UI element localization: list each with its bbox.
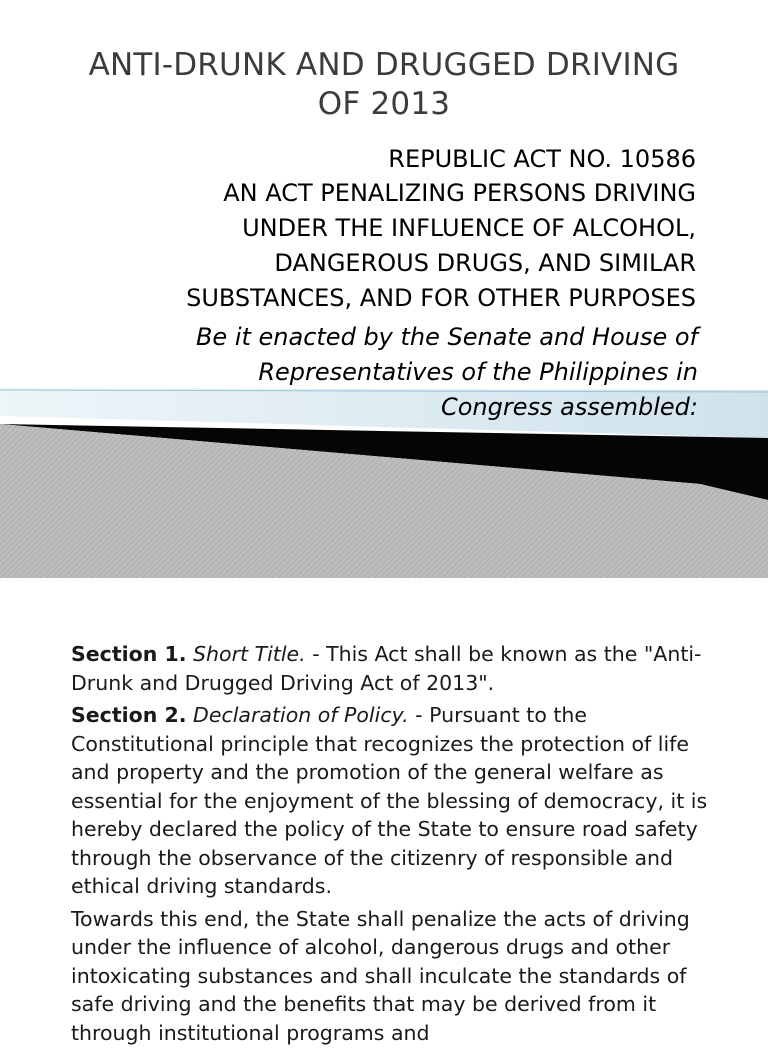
title-line-2: OF 2013 xyxy=(317,86,451,122)
section-2-continuation: Towards this end, the State shall penalize the acts of driving under the influence of alcohol, dangerous drugs and other intoxicating substances and shall inculcate the standards of safe driving and the benefits that may be derived from it through institutional programs and xyxy=(71,906,690,1045)
sections-slide xyxy=(0,578,768,1045)
act-title-line-3: DANGEROUS DRUGS, AND SIMILAR xyxy=(274,249,696,277)
slide-title xyxy=(40,46,728,124)
section-2-title: Declaration of Policy. xyxy=(193,703,409,727)
section-1-title: Short Title. xyxy=(193,642,306,666)
enacting-line-2: Representatives of the Philippines in xyxy=(258,358,698,386)
act-subtitle xyxy=(56,142,696,316)
enacting-clause xyxy=(38,320,698,425)
section-2-text: - Pursuant to the Constitutional principle that recognizes the protection of life and property and the promotion of the general welfare as essential for the enjoyment of the blessing of democracy, it is hereby declared the policy of the State to ensure road safety through the observance of the citizenry of responsible and ethical driving standards. xyxy=(71,703,708,898)
enacting-line-1: Be it enacted by the Senate and House of xyxy=(195,323,698,351)
section-1-text: - This Act shall be known as the "Anti-Drunk and Drugged Driving Act of 2013". xyxy=(71,642,702,695)
act-number: REPUBLIC ACT NO. 10586 xyxy=(388,145,696,173)
enacting-line-3: Congress assembled: xyxy=(440,393,698,421)
section-2 xyxy=(71,701,731,901)
section-1 xyxy=(71,640,731,697)
title-line-1: ANTI-DRUNK AND DRUGGED DRIVING xyxy=(88,47,680,83)
act-title-line-2: UNDER THE INFLUENCE OF ALCOHOL, xyxy=(242,214,696,242)
sections-body xyxy=(71,640,731,1051)
section-1-label: Section 1. xyxy=(71,642,187,666)
section-2-label: Section 2. xyxy=(71,703,187,727)
act-title-line-4: SUBSTANCES, AND FOR OTHER PURPOSES xyxy=(186,284,696,312)
act-title-line-1: AN ACT PENALIZING PERSONS DRIVING xyxy=(223,179,696,207)
